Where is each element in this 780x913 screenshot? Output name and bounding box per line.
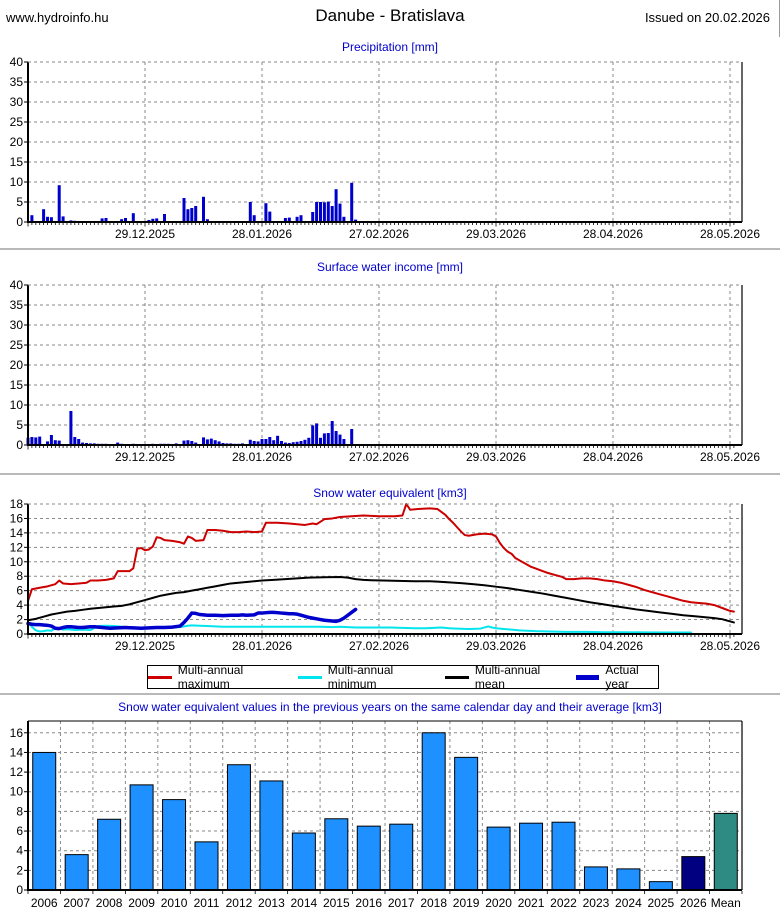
svg-text:28.01.2026: 28.01.2026 — [231, 450, 293, 464]
svg-text:2019: 2019 — [452, 896, 480, 910]
svg-text:2023: 2023 — [582, 896, 610, 910]
svg-text:20: 20 — [9, 358, 23, 372]
svg-text:2016: 2016 — [355, 896, 383, 910]
chart-title: Surface water income [mm] — [316, 260, 464, 274]
svg-text:15: 15 — [9, 378, 23, 392]
previous-years-panel — [0, 693, 780, 913]
svg-text:28.04.2026: 28.04.2026 — [582, 639, 644, 653]
svg-text:28.04.2026: 28.04.2026 — [582, 450, 644, 464]
svg-text:2025: 2025 — [647, 896, 675, 910]
legend-item — [576, 663, 658, 691]
legend-swatch-actual — [576, 675, 600, 680]
site-link[interactable]: www.hydroinfo.hu — [6, 10, 109, 25]
svg-text:16: 16 — [9, 511, 23, 526]
svg-text:29.12.2025: 29.12.2025 — [114, 639, 176, 653]
legend — [147, 665, 659, 689]
svg-text:5: 5 — [16, 195, 23, 209]
svg-text:2020: 2020 — [485, 896, 512, 910]
svg-text:2021: 2021 — [517, 896, 545, 910]
svg-text:10: 10 — [9, 554, 23, 569]
svg-text:20: 20 — [9, 135, 23, 149]
chart-title: Precipitation [mm] — [341, 40, 439, 54]
svg-text:27.02.2026: 27.02.2026 — [348, 639, 410, 653]
svg-text:29.03.2026: 29.03.2026 — [465, 227, 527, 241]
svg-text:8: 8 — [16, 804, 23, 819]
svg-text:29.12.2025: 29.12.2025 — [114, 227, 176, 241]
svg-text:2: 2 — [16, 863, 23, 878]
svg-text:2022: 2022 — [550, 896, 577, 910]
svg-text:28.05.2026: 28.05.2026 — [699, 227, 761, 241]
svg-text:40: 40 — [9, 278, 23, 292]
surface-water-income-chart — [0, 250, 780, 477]
svg-text:2011: 2011 — [193, 896, 220, 910]
svg-text:2: 2 — [16, 612, 23, 627]
svg-text:2006: 2006 — [30, 896, 58, 910]
svg-text:Mean: Mean — [710, 896, 741, 910]
svg-text:2014: 2014 — [290, 896, 318, 910]
svg-text:14: 14 — [9, 745, 23, 760]
issued-date: Issued on 20.02.2026 — [644, 10, 770, 25]
svg-text:2017: 2017 — [387, 896, 415, 910]
legend-swatch-maximum — [148, 676, 172, 679]
svg-text:12: 12 — [9, 540, 23, 555]
previous-years-chart — [0, 695, 780, 913]
svg-text:28.01.2026: 28.01.2026 — [231, 639, 293, 653]
svg-text:28.01.2026: 28.01.2026 — [231, 227, 293, 241]
svg-text:27.02.2026: 27.02.2026 — [348, 227, 410, 241]
svg-text:0: 0 — [16, 883, 23, 897]
svg-text:28.04.2026: 28.04.2026 — [582, 227, 644, 241]
svg-text:30: 30 — [9, 318, 23, 332]
svg-text:16: 16 — [9, 725, 23, 740]
svg-text:4: 4 — [16, 843, 23, 858]
surface-water-income-panel — [0, 248, 780, 475]
svg-text:2009: 2009 — [128, 896, 155, 910]
svg-text:40: 40 — [9, 55, 23, 69]
svg-text:30: 30 — [9, 95, 23, 109]
precipitation-panel — [0, 37, 780, 248]
legend-item — [445, 663, 562, 691]
svg-text:25: 25 — [9, 115, 23, 129]
svg-text:8: 8 — [16, 569, 23, 584]
chart-title: Snow water equivalent values in the previous years on the same calendar day and their average [km3] — [118, 700, 662, 714]
svg-text:2010: 2010 — [160, 896, 188, 910]
legend-swatch-mean — [445, 676, 469, 679]
legend-label: Multi-annual mean — [474, 663, 541, 691]
svg-text:29.03.2026: 29.03.2026 — [465, 450, 527, 464]
svg-text:0: 0 — [16, 438, 23, 452]
snow-water-equivalent-panel — [0, 473, 780, 695]
legend-item — [148, 663, 284, 691]
legend-swatch-minimum — [298, 676, 322, 679]
svg-text:27.02.2026: 27.02.2026 — [348, 450, 410, 464]
svg-text:29.03.2026: 29.03.2026 — [465, 639, 527, 653]
legend-label: Actual year — [605, 663, 639, 691]
svg-text:2026: 2026 — [679, 896, 707, 910]
svg-text:29.12.2025: 29.12.2025 — [114, 450, 176, 464]
svg-text:2007: 2007 — [63, 896, 91, 910]
legend-item — [298, 663, 431, 691]
svg-text:28.05.2026: 28.05.2026 — [699, 639, 761, 653]
svg-text:0: 0 — [16, 215, 23, 229]
svg-text:35: 35 — [9, 298, 23, 312]
svg-text:10: 10 — [9, 784, 23, 799]
svg-text:5: 5 — [16, 418, 23, 432]
svg-text:2015: 2015 — [322, 896, 350, 910]
svg-text:18: 18 — [9, 497, 23, 511]
svg-text:28.05.2026: 28.05.2026 — [699, 450, 761, 464]
svg-text:12: 12 — [9, 765, 23, 780]
svg-text:14: 14 — [9, 525, 23, 540]
svg-text:0: 0 — [16, 627, 23, 641]
chart-title: Snow water equivalent [km3] — [313, 486, 467, 500]
svg-text:2024: 2024 — [615, 896, 642, 910]
legend-label: Multi-annual maximum — [177, 663, 244, 691]
svg-text:25: 25 — [9, 338, 23, 352]
svg-text:2008: 2008 — [95, 896, 123, 910]
svg-text:6: 6 — [16, 824, 23, 839]
svg-text:15: 15 — [9, 155, 23, 169]
svg-text:35: 35 — [9, 75, 23, 89]
precipitation-chart — [0, 37, 780, 248]
svg-text:4: 4 — [16, 598, 23, 613]
legend-label: Multi-annual minimum — [327, 663, 394, 691]
svg-text:2018: 2018 — [420, 896, 448, 910]
svg-text:10: 10 — [9, 175, 23, 189]
svg-text:6: 6 — [16, 583, 23, 598]
svg-text:10: 10 — [9, 398, 23, 412]
svg-text:2013: 2013 — [258, 896, 285, 910]
svg-text:2012: 2012 — [225, 896, 253, 910]
page-title: Danube - Bratislava — [315, 6, 465, 25]
